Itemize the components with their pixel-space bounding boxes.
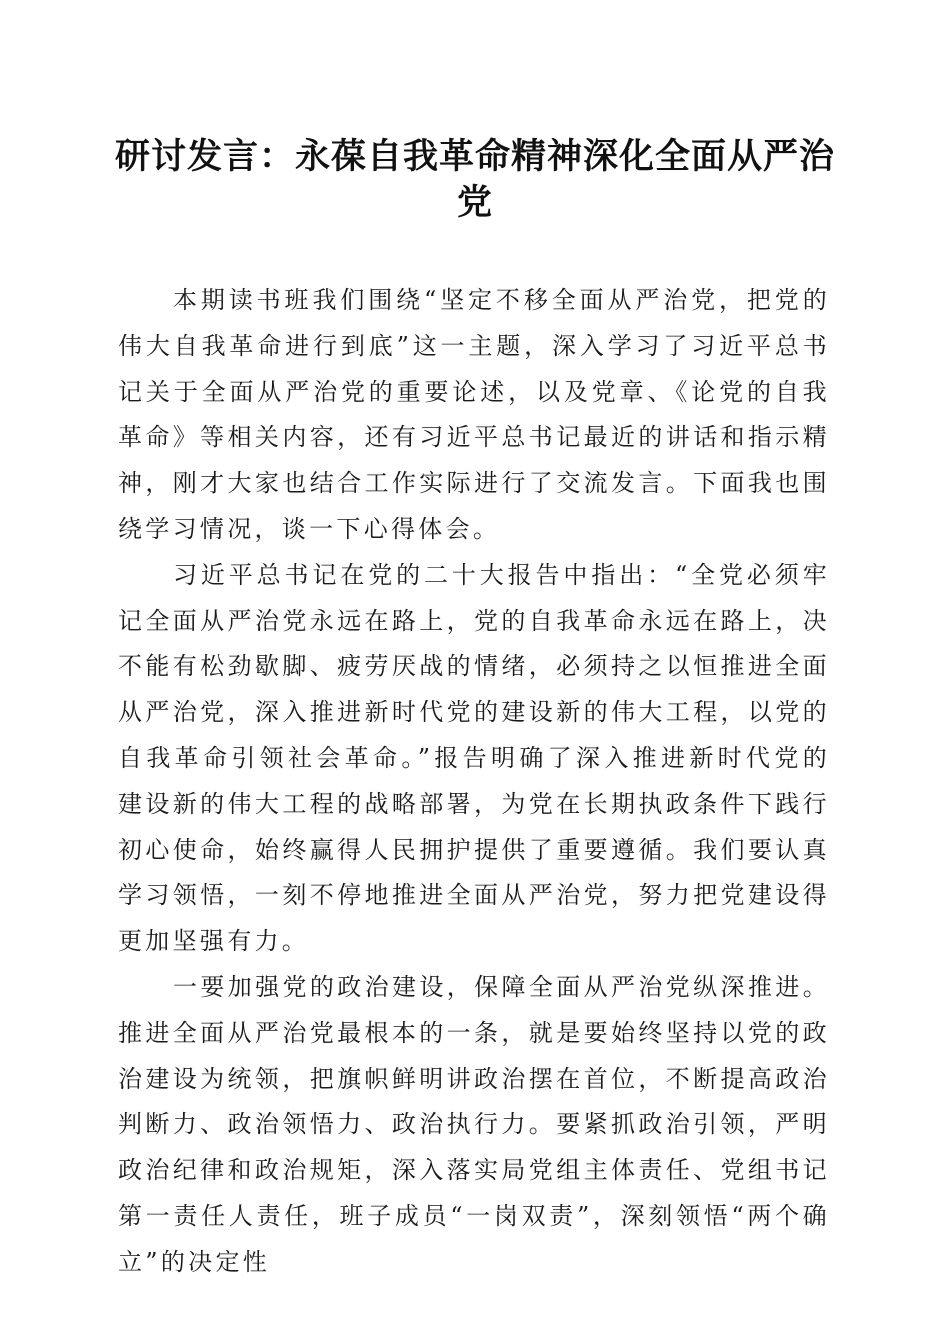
document-title: 研讨发言：永葆自我革命精神深化全面从严治党 xyxy=(114,137,835,223)
paragraph-political-building: 一要加强党的政治建设，保障全面从严治党纵深推进。推进全面从严治党最根本的一条，就是要始终坚持以党的政治建设为统领，把旗帜鲜明讲政治摆在首位，不断提高政治判断力、政治领悟力、政治执行力。要紧抓政治引领，严明政治纪律和政治规矩，深入落实局党组主体责任、党组书记第一责任人责任，班子成员“一岗双责”，深刻领悟“两个确立”的决定性 xyxy=(118,972,830,1276)
paragraph-report-quote: 习近平总书记在党的二十大报告中指出：“全党必须牢记全面从严治党永远在路上，党的自我革命永远在路上，决不能有松劲歇脚、疲劳厌战的情绪，必须持之以恒推进全面从严治党，深入推进新时代党的建设新的伟大工程，以党的自我革命引领社会革命。”报告明确了深入推进新时代党的建设新的伟大工程的战略部署，为党在长期执政条件下践行初心使命，始终赢得人民拥护提供了重要遵循。我们要认真学习领悟，一刻不停地推进全面从严治党，努力把党建设得更加坚强有力。 xyxy=(118,560,830,956)
document-body xyxy=(118,278,830,1286)
paragraph-intro: 本期读书班我们围绕“坚定不移全面从严治党，把党的伟大自我革命进行到底”这一主题，深入学习了习近平总书记关于全面从严治党的重要论述，以及党章、《论党的自我革命》等相关内容，还有习近平总书记最近的讲话和指示精神，刚才大家也结合工作实际进行了交流发言。下面我也围绕学习情况，谈一下心得体会。 xyxy=(118,286,830,543)
